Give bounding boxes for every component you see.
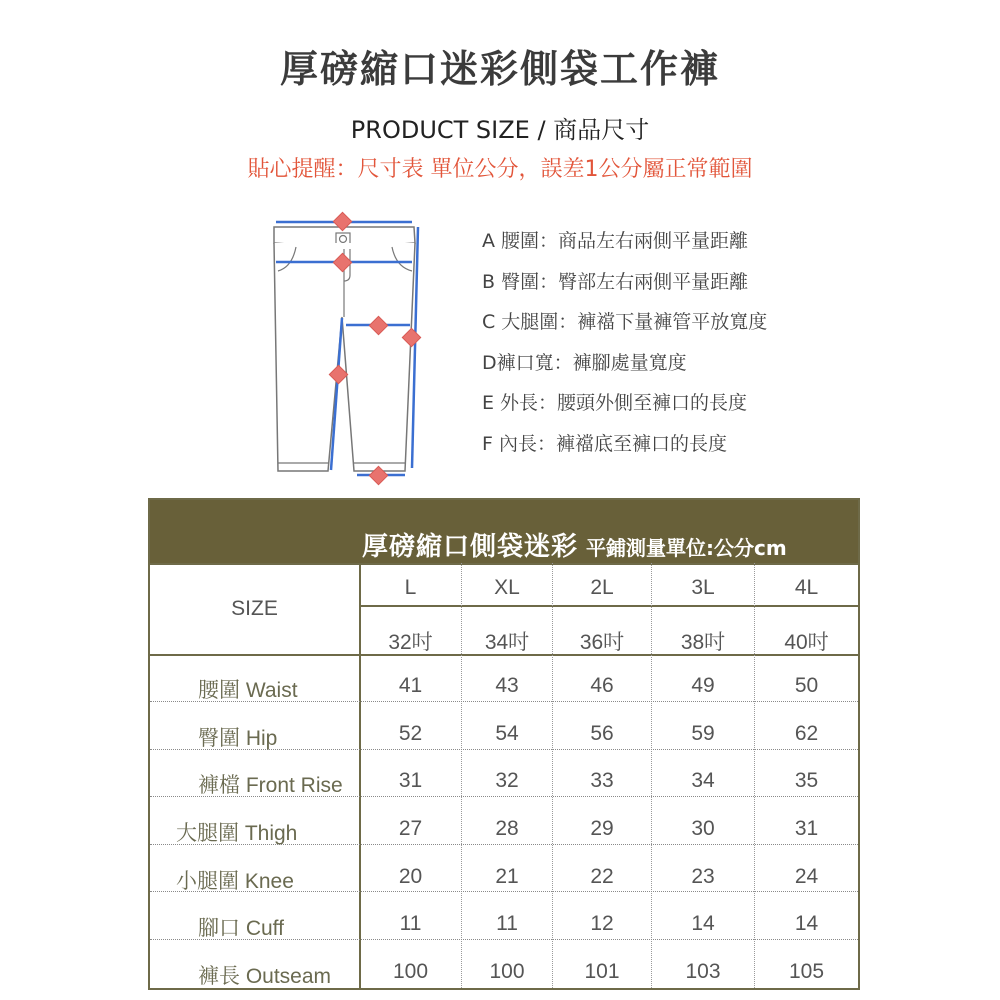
table-cell: 43 <box>495 674 519 697</box>
table-cell: 59 <box>691 722 715 745</box>
size-inch-4l: 40吋 <box>784 631 829 654</box>
table-cell: 50 <box>794 674 819 697</box>
table-cell: 31 <box>398 769 423 792</box>
legend-item-d: D褲口寬：褲腳處量寬度 <box>482 351 687 374</box>
size-reminder-note: 貼心提醒：尺寸表 單位公分，誤差1公分屬正常範圍 <box>247 157 753 182</box>
size-header-3l: 3L <box>691 576 715 599</box>
size-inch-3l: 38吋 <box>680 631 726 654</box>
table-cell: 21 <box>495 865 519 888</box>
table-cell: 14 <box>794 912 819 935</box>
table-cell: 56 <box>590 722 614 745</box>
table-cell: 34 <box>691 769 715 792</box>
table-cell: 100 <box>489 960 525 983</box>
table-cell: 33 <box>590 769 614 792</box>
table-cell: 20 <box>398 865 423 888</box>
table-product-name: 厚磅縮口側袋迷彩 <box>362 532 579 562</box>
table-cell: 12 <box>590 912 614 935</box>
table-unit-note: 平鋪測量單位:公分cm <box>586 536 787 560</box>
row-label-outseam: 褲長 Outseam <box>198 965 332 988</box>
row-label-front-rise: 褲檔 Front Rise <box>198 774 343 797</box>
table-cell: 49 <box>691 674 715 697</box>
legend-item-f: F 內長：褲襠底至褲口的長度 <box>482 432 727 455</box>
legend-item-a: A 腰圍：商品左右兩側平量距離 <box>482 230 749 252</box>
table-cell: 54 <box>495 722 519 745</box>
size-header-l: L <box>404 576 417 599</box>
page-title: 厚磅縮口迷彩側袋工作褲 <box>279 47 720 91</box>
table-cell: 14 <box>691 912 715 935</box>
row-label-knee: 小腿圍 Knee <box>176 870 294 893</box>
row-label-waist: 腰圍 Waist <box>198 679 298 702</box>
pants-measurement-diagram <box>262 205 432 490</box>
table-cell: 101 <box>584 960 620 983</box>
table-cell: 105 <box>788 960 825 983</box>
table-cell: 41 <box>398 674 423 697</box>
size-inch-2l: 36吋 <box>579 631 625 654</box>
size-inch-xl: 34吋 <box>484 631 530 654</box>
row-label-hip: 臀圍 Hip <box>198 727 278 750</box>
size-header-xl: XL <box>494 576 520 599</box>
legend-item-b: B 臀圍：臀部左右兩側平量距離 <box>482 270 749 293</box>
table-cell: 22 <box>590 865 614 888</box>
table-cell: 62 <box>794 722 819 745</box>
legend-item-c: C 大腿圍：褲襠下量褲管平放寬度 <box>482 311 768 333</box>
table-cell: 100 <box>392 960 429 983</box>
table-cell: 23 <box>691 865 715 888</box>
row-label-cuff: 腳口 Cuff <box>198 917 284 940</box>
product-size-subtitle: PRODUCT SIZE / 商品尺寸 <box>350 116 650 144</box>
table-cell: 32 <box>495 769 519 792</box>
size-table-title <box>362 526 787 563</box>
size-header-4l: 4L <box>794 576 819 599</box>
table-cell: 35 <box>794 769 819 792</box>
table-cell: 30 <box>691 817 715 840</box>
size-inch-l: 32吋 <box>388 631 433 654</box>
table-cell: 46 <box>590 674 614 697</box>
table-cell: 27 <box>398 817 423 840</box>
table-cell: 52 <box>398 722 423 745</box>
table-cell: 24 <box>794 865 819 888</box>
legend-item-e: E 外長：腰頭外側至褲口的長度 <box>482 392 748 414</box>
table-cell: 11 <box>399 912 422 935</box>
table-cell: 28 <box>495 817 519 840</box>
table-cell: 11 <box>496 912 518 935</box>
table-cell: 31 <box>794 817 819 840</box>
row-label-thigh: 大腿圍 Thigh <box>176 822 298 845</box>
measurement-legend <box>482 226 767 469</box>
size-header-2l: 2L <box>590 576 614 599</box>
table-cell: 103 <box>685 960 721 983</box>
pants-outline-icon <box>262 205 432 490</box>
table-cell: 29 <box>590 817 614 840</box>
size-table-header-bar <box>150 500 858 563</box>
size-table <box>148 498 860 990</box>
size-column-label: SIZE <box>231 597 278 620</box>
